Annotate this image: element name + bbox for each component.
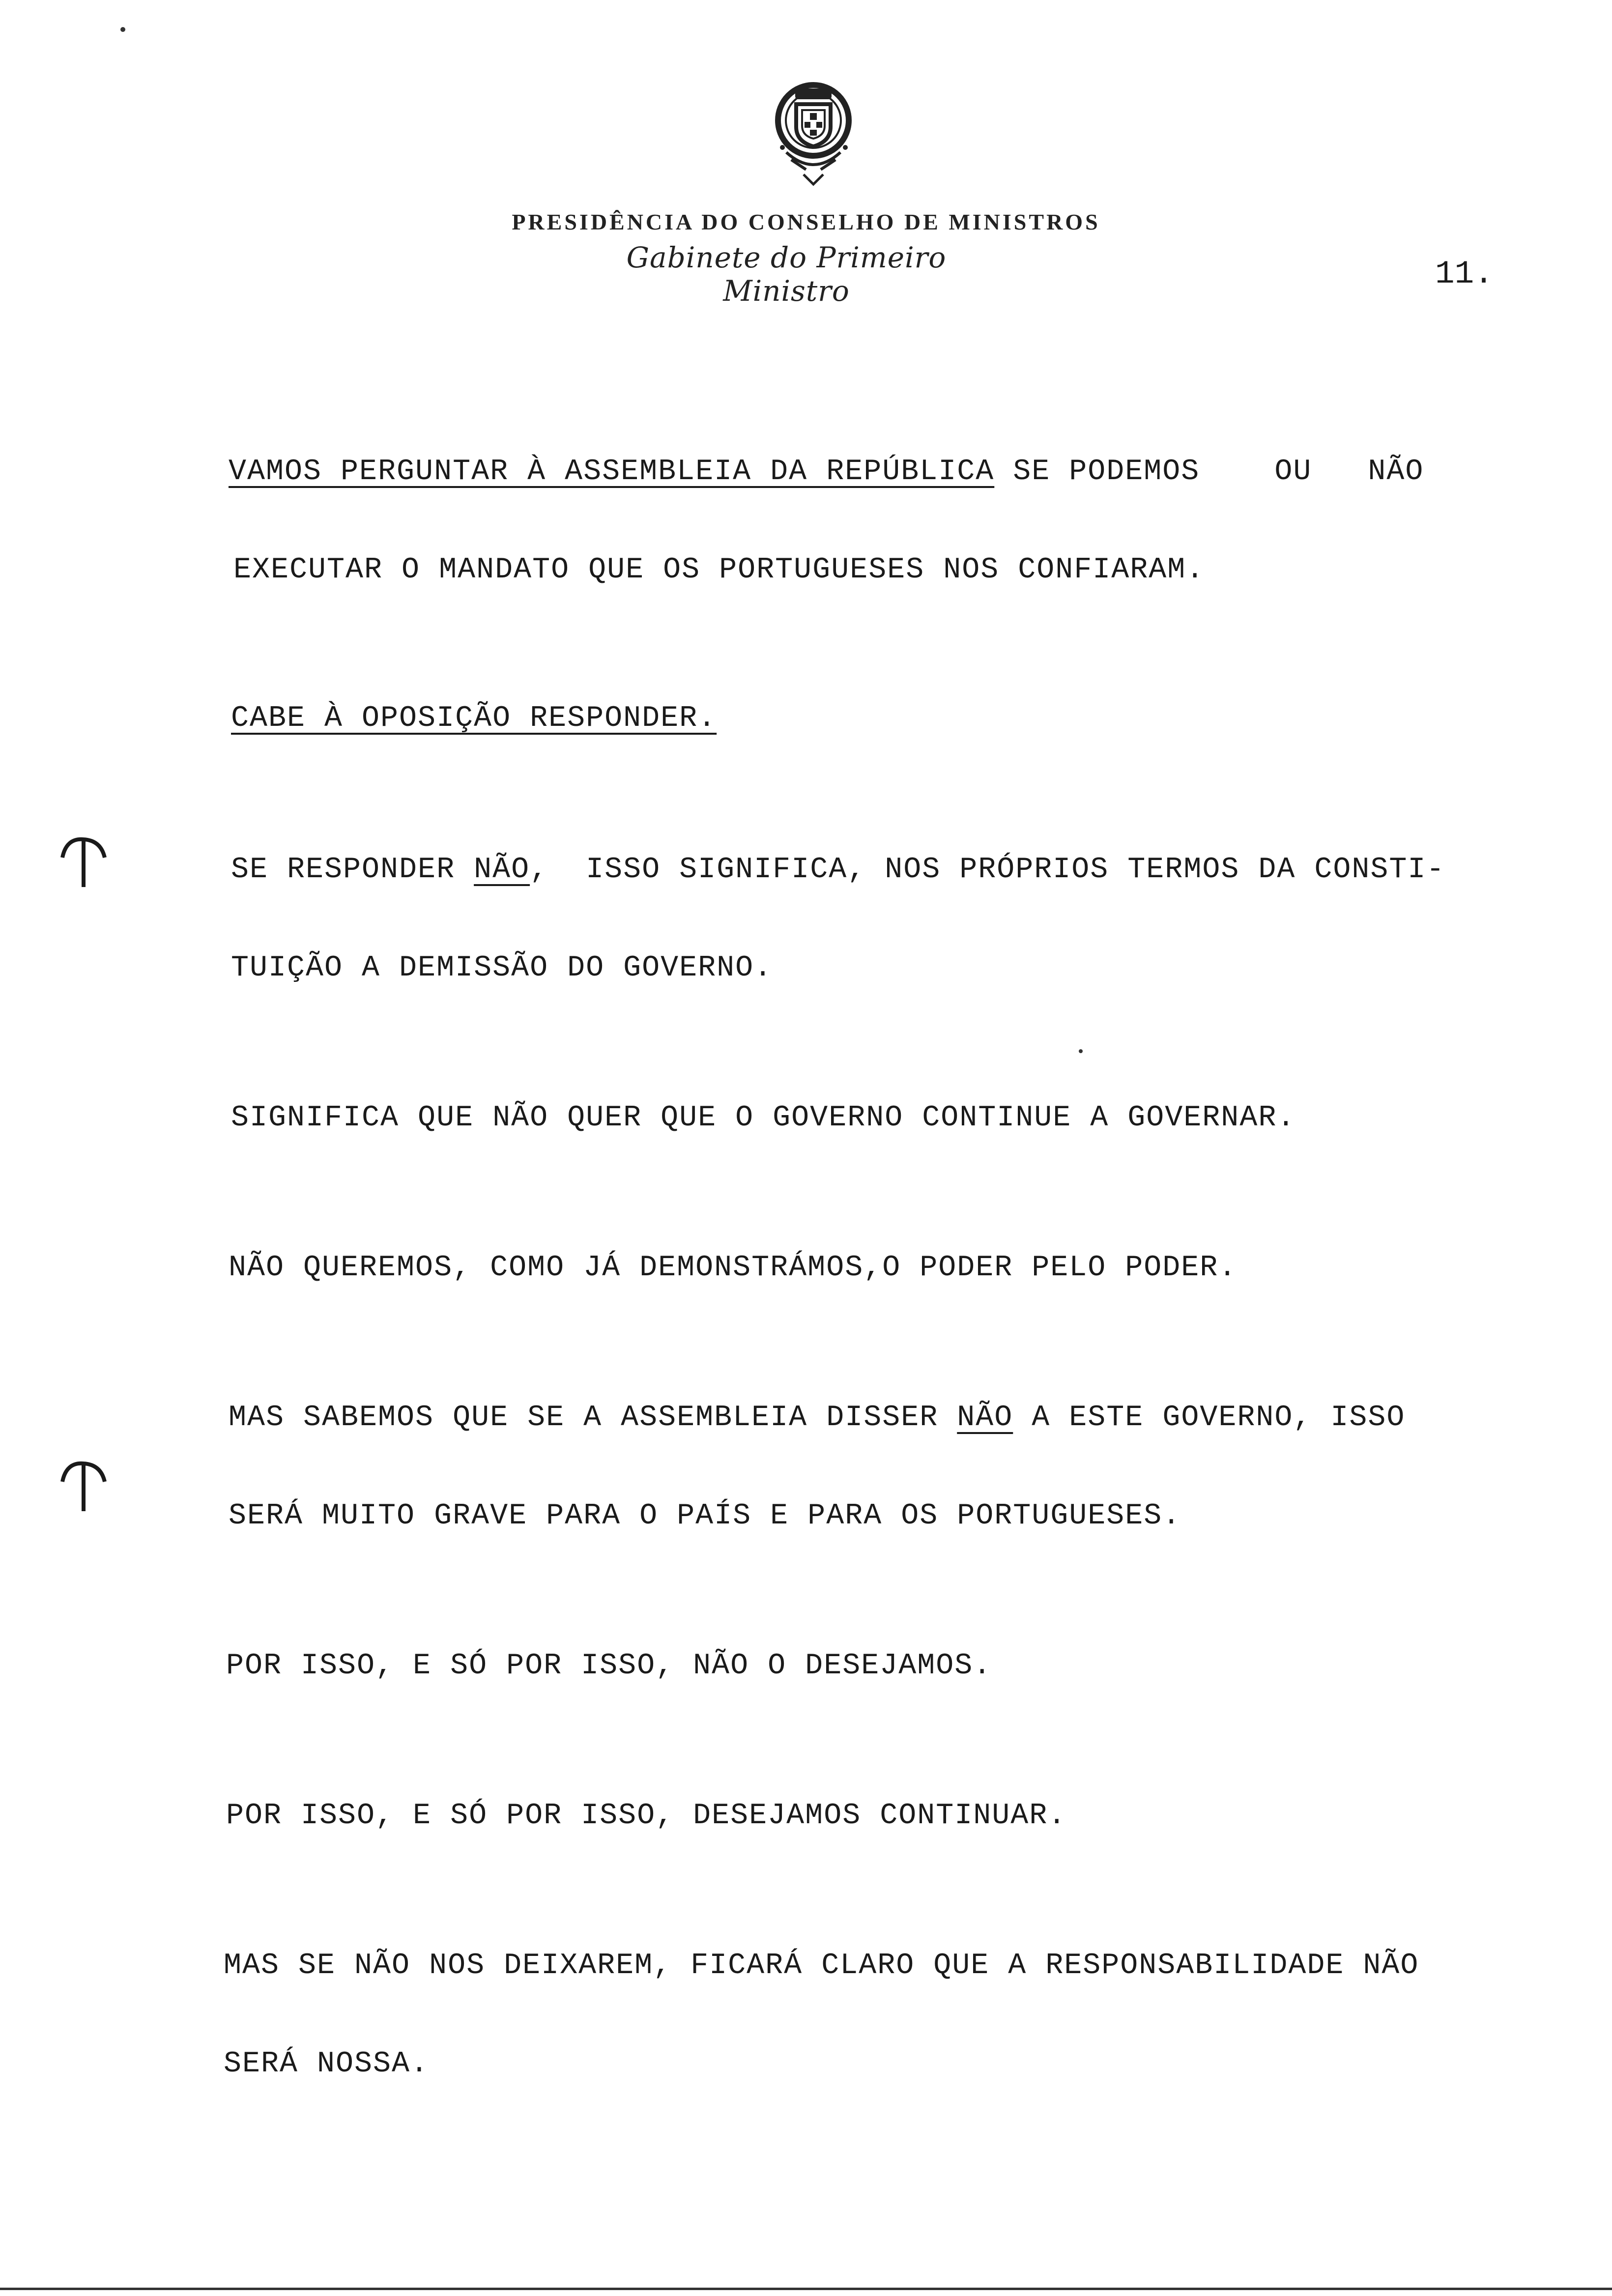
cabinet-signature-line: Gabinete do Primeiro Ministro [626,241,947,308]
paragraph-1-line-1 [229,457,1424,487]
scan-speck [120,27,125,32]
coat-of-arms-icon [757,74,870,192]
paragraph-6-line-1 [229,1403,1405,1433]
underlined-word: NÃO [474,853,530,887]
paragraph-3-line-2: TUIÇÃO A DEMISSÃO DO GOVERNO. [231,951,773,985]
margin-annotation-mark-icon [57,831,111,890]
text-run: SE RESPONDER [231,853,474,887]
paragraph-8: POR ISSO, E SÓ POR ISSO, DESEJAMOS CONTINUAR. [226,1799,1067,1833]
text-run: A ESTE GOVERNO, ISSO [1013,1401,1406,1435]
paragraph-3-line-1 [231,855,1445,885]
paragraph-5: NÃO QUEREMOS, COMO JÁ DEMONSTRÁMOS,O PODER PELO PODER. [229,1251,1238,1285]
paragraph-9-line-1: MAS SE NÃO NOS DEIXAREM, FICARÁ CLARO QUE A RESPONSABILIDADE NÃO [224,1949,1419,1982]
page-number: 11. [1435,256,1494,292]
paragraph-2: CABE À OPOSIÇÃO RESPONDER. [231,702,717,735]
text-run: MAS SABEMOS QUE SE A ASSEMBLEIA DISSER [229,1401,957,1435]
paragraph-4: SIGNIFICA QUE NÃO QUER QUE O GOVERNO CONTINUE A GOVERNAR. [231,1101,1296,1135]
paragraph-7: POR ISSO, E SÓ POR ISSO, NÃO O DESEJAMOS. [226,1649,992,1683]
paragraph-9-line-2: SERÁ NOSSA. [224,2047,430,2081]
scan-bottom-edge [0,2288,1612,2290]
scan-speck [1079,1049,1083,1053]
text-run: , ISSO SIGNIFICA, NOS PRÓPRIOS TERMOS DA CONSTI- [530,853,1445,887]
paragraph-1-line-2: EXECUTAR O MANDATO QUE OS PORTUGUESES NOS CONFIARAM. [233,553,1205,587]
ministry-header: PRESIDÊNCIA DO CONSELHO DE MINISTROS [512,209,1100,234]
underlined-phrase: VAMOS PERGUNTAR À ASSEMBLEIA DA REPÚBLICA [229,455,995,488]
margin-annotation-mark-icon [57,1455,111,1514]
text-run: SE PODEMOS OU NÃO [994,455,1424,488]
paragraph-6-line-2: SERÁ MUITO GRAVE PARA O PAÍS E PARA OS PORTUGUESES. [229,1499,1181,1533]
underlined-word: NÃO [957,1401,1013,1435]
